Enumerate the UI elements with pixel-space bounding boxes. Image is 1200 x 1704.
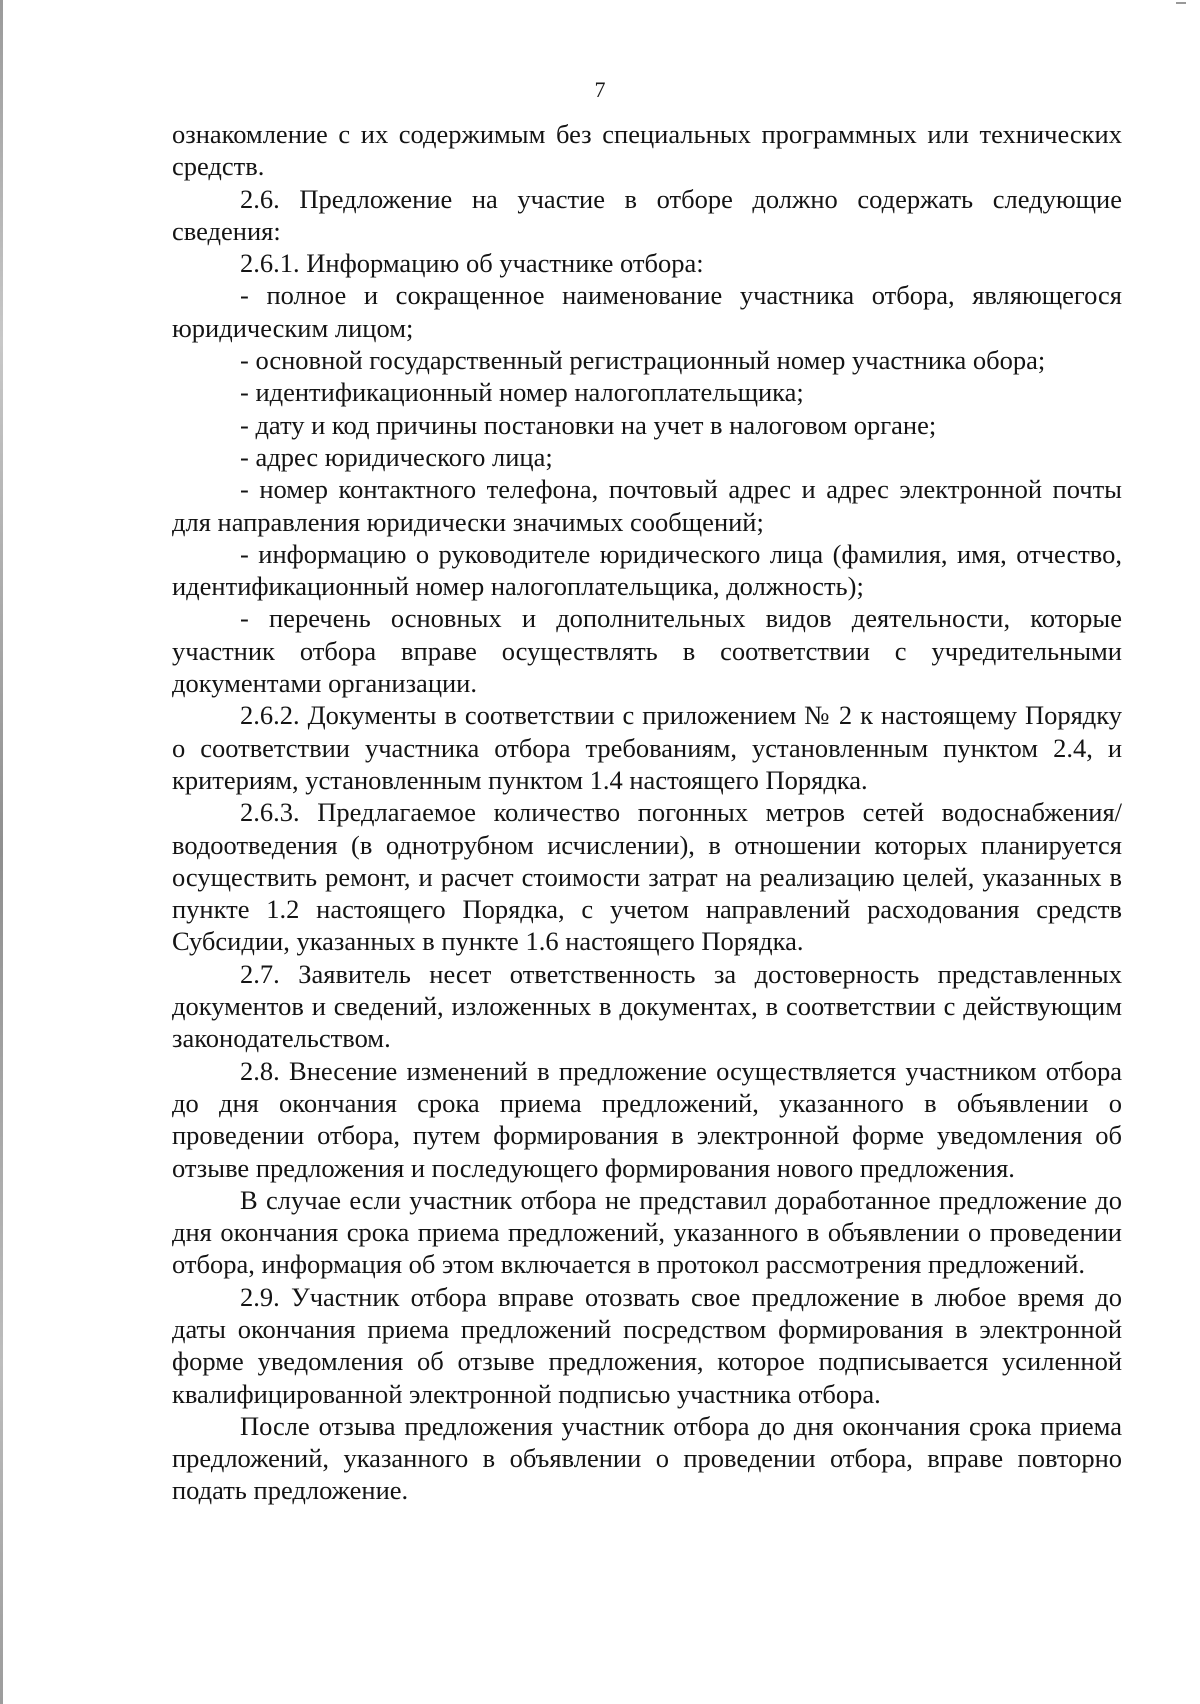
list-item-director: - информацию о руководителе юридического лица (фамилия, имя, отчество, идентификационный номер налогоплательщика, должность); [172, 538, 1122, 602]
paragraph-2-6-3: 2.6.3. Предлагаемое количество погонных метров сетей водоснабжения/ водоотведения (в однотрубном исчислении), в отношении которых планируется осуществить ремонт, и расчет стоимости затрат на реализацию целей, указанных в пункте 1.2 настоящего Порядка, с учетом направлений расходования средств Субсидии, указанных в пункте 1.6 настоящего Порядка. [172, 797, 1122, 957]
list-item-full-name: - полное и сокращенное наименование участника отбора, являющегося юридическим лицом; [172, 280, 1122, 343]
list-item-kpp: - дату и код причины постановки на учет в налоговом органе; [240, 409, 937, 440]
paragraph-2-8-case: В случае если участник отбора не представил доработанное предложение до дня окончания срока приема предложений, указанного в объявлении о проведении отбора, информация об этом включается в протокол рассмотрения предложений. [172, 1184, 1122, 1280]
paragraph-2-6: 2.6. Предложение на участие в отборе должно содержать следующие сведения: [172, 183, 1122, 246]
page-number: 7 [594, 77, 606, 102]
paragraph-2-6-2: 2.6.2. Документы в соответствии с приложением № 2 к настоящему Порядку о соответствии участника отбора требованиям, установленным пунктом 2.4, и критериям, установленным пунктом 1.4 настоящего Порядка. [172, 700, 1122, 795]
paragraph-2-9-after: После отзыва предложения участник отбора до дня окончания срока приема предложений, указанного в объявлении о проведении отбора, вправе повторно подать предложение. [172, 1410, 1122, 1506]
list-item-inn: - идентификационный номер налогоплательщика; [240, 377, 804, 408]
paragraph-2-9: 2.9. Участник отбора вправе отозвать свое предложение в любое время до даты окончания приема предложений посредством формирования в электронной форме уведомления об отзыве предложения, которое подписывается усиленной квалифицированной электронной подписью участника отбора. [172, 1281, 1122, 1409]
paragraph-continued: ознакомление с их содержимым без специальных программных или технических средств. [172, 119, 1122, 182]
document-body [172, 118, 1122, 1507]
paragraph-2-7: 2.7. Заявитель несет ответственность за достоверность представленных документов и сведений, изложенных в документах, в соответствии с действующим законодательством. [172, 958, 1122, 1054]
list-item-ogrn: - основной государственный регистрационный номер участника обора; [240, 345, 1046, 376]
paragraph-2-6-1: 2.6.1. Информацию об участнике отбора: [240, 248, 704, 279]
paragraph-2-8: 2.8. Внесение изменений в предложение осуществляется участником отбора до дня окончания срока приема предложений, указанного в объявлении о проведении отбора, путем формирования в электронной форме уведомления об отзыве предложения и последующего формирования нового предложения. [172, 1055, 1122, 1183]
list-item-activities: - перечень основных и дополнительных видов деятельности, которые участник отбора вправе осуществлять в соответствии с учредительными документами организации. [172, 603, 1122, 699]
scan-edge-shadow [0, 0, 3, 1704]
list-item-contacts: - номер контактного телефона, почтовый адрес и адрес электронной почты для направления юридически значимых сообщений; [172, 474, 1122, 537]
list-item-address: - адрес юридического лица; [240, 441, 553, 472]
scan-corner-mark [1176, 2, 1186, 4]
